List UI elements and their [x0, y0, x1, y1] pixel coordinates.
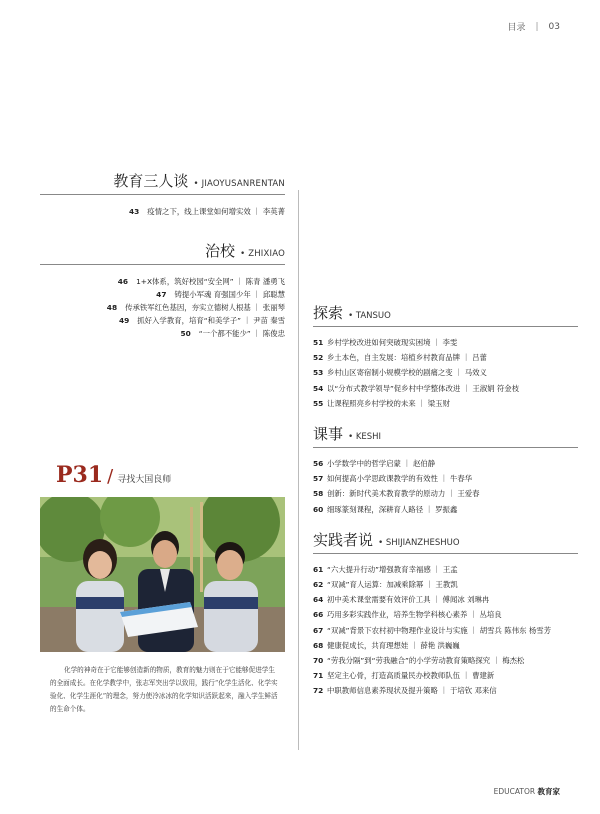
toc-item[interactable]: 71 坚定主心骨，打造高质量民办校教师队伍 ｜ 曹建新 [313, 671, 495, 681]
section-title-en: • ZHIXIAO [240, 249, 285, 259]
toc-list [40, 205, 285, 218]
section-jiaoyusanrentan [40, 170, 285, 218]
section-title-cn: 课事 [313, 425, 344, 444]
toc-item[interactable]: 64 初中美术课堂需要有效评价工具 ｜ 傅闻冰 刘琳冉 [313, 595, 490, 605]
toc-item[interactable]: 55 让课程照亮乡村学校的未来 ｜ 梁玉财 [313, 398, 450, 408]
section-title [40, 240, 285, 265]
toc-item[interactable]: 52 乡土本色，自主发展：培植乡村教育品牌 ｜ 吕蕾 [313, 353, 487, 363]
section-title [313, 529, 578, 554]
toc-list [313, 456, 578, 517]
toc-item[interactable]: 51 乡村学校改进如何突破现实困境 ｜ 李雯 [313, 338, 458, 347]
toc-item[interactable]: 43 疫情之下，线上课堂如何增实效 ｜ 李英菁 [128, 207, 285, 216]
feature-photo [40, 497, 285, 652]
toc-list [40, 275, 285, 340]
column-divider [298, 190, 299, 750]
toc-item[interactable]: 49 抓好入学教育，培育“和美学子” ｜ 尹苗 秦雪 [118, 316, 285, 325]
toc-item[interactable]: 60 细琢篆刻课程，深耕育人路径 ｜ 罗振鑫 [313, 504, 458, 514]
section-title [40, 170, 285, 195]
toc-item[interactable]: 48 传承铁军红色基因，夯实立德树人根基 ｜ 张丽琴 [106, 303, 285, 312]
feature-slash: / [107, 466, 114, 487]
toc-item[interactable]: 56 小学数学中的哲学启蒙 ｜ 赵伯静 [313, 459, 436, 469]
section-title-cn: 实践者说 [313, 530, 374, 549]
feature-page-label: P31 [56, 462, 104, 488]
toc-list [313, 335, 578, 411]
feature-heading[interactable] [40, 462, 285, 488]
section-keshi [313, 423, 578, 517]
toc-item[interactable]: 70 “劳我分隔”到“劳我融合”的小学劳动教育策略探究 ｜ 梅杰松 [313, 656, 525, 666]
toc-item[interactable]: 68 健康促成长，共育理想娃 ｜ 薛艳 洪巍巍 [313, 640, 460, 650]
section-title-cn: 教育三人谈 [113, 172, 189, 190]
section-title-en: • SHIJIANZHESHUO [378, 537, 460, 548]
section-title-en: • TANSUO [348, 311, 391, 321]
toc-item[interactable]: 61 “六大提升行动”增强教育幸福感 ｜ 王孟 [313, 564, 458, 574]
toc-item[interactable]: 47 铸提小军魂 育强国少年 ｜ 邱聪慧 [156, 290, 285, 299]
section-title-cn: 治校 [204, 242, 235, 260]
page-header [507, 20, 560, 33]
toc-item[interactable]: 53 乡村山区寄宿制小规模学校的剧痛之变 ｜ 马效义 [313, 368, 487, 378]
footer-en: EDUCATOR [493, 787, 536, 796]
section-title [313, 302, 578, 327]
toc-item[interactable]: 46 1+X体系，筑好校园“安全网” ｜ 陈青 潘勇飞 [117, 277, 285, 286]
feature-subtitle: 寻找大国良师 [117, 475, 172, 485]
feature-caption: 化学的神奇在于它能够创造新的物质，教育的魅力则在于它能够促进学生的全面成长。在化学教学中，张志军突出学以致用，践行“化学生活化、化学实验化、化学生涯化”的理念，努力使冷冰冰的化学知识活跃起来，融入学生鲜活的生命个体。 [50, 666, 278, 713]
toc-list [313, 562, 578, 699]
left-column [40, 170, 285, 340]
section-shijianzheshuo [313, 529, 578, 699]
toc-item[interactable]: 72 中职教师信息素养现状及提升策略 ｜ 于培钦 邓来信 [313, 686, 497, 696]
page-number: 03 [548, 21, 560, 32]
toc-item[interactable]: 57 如何提高小学思政课教学的有效性 ｜ 牛春华 [313, 474, 473, 484]
toc-item[interactable]: 67 “双减”背景下农村初中物理作业设计与实施 ｜ 胡雪兵 陈伟东 杨雪芳 [313, 625, 551, 635]
header-separator: | [535, 21, 539, 32]
toc-item[interactable]: 50 “一个都不能少” ｜ 陈俊忠 [180, 329, 285, 338]
section-zhixiao [40, 240, 285, 340]
toc-item[interactable]: 54 以“分布式教学领导”促乡村中学整体改进 ｜ 王淑娟 符金枝 [313, 383, 520, 393]
toc-item[interactable]: 66 巧用多彩实践作业，培养生物学科核心素养 ｜ 丛培良 [313, 610, 502, 620]
footer-cn: 教育家 [537, 787, 560, 796]
section-tansuo [313, 302, 578, 411]
right-column [313, 302, 578, 711]
section-title-en: • KESHI [348, 432, 382, 443]
feature-photo-illustration [40, 497, 285, 652]
section-title [313, 423, 578, 448]
toc-item[interactable]: 62 “双减”育人运算：加减乘除幂 ｜ 王教凯 [313, 580, 458, 590]
toc-item[interactable]: 58 创新：新时代美术教育教学的原动力 ｜ 王爱春 [313, 489, 480, 499]
page-footer [494, 786, 560, 797]
section-title-cn: 探索 [313, 304, 344, 322]
header-section-label: 目录 [507, 23, 526, 33]
section-title-en: • JIAOYUSANRENTAN [193, 179, 285, 189]
